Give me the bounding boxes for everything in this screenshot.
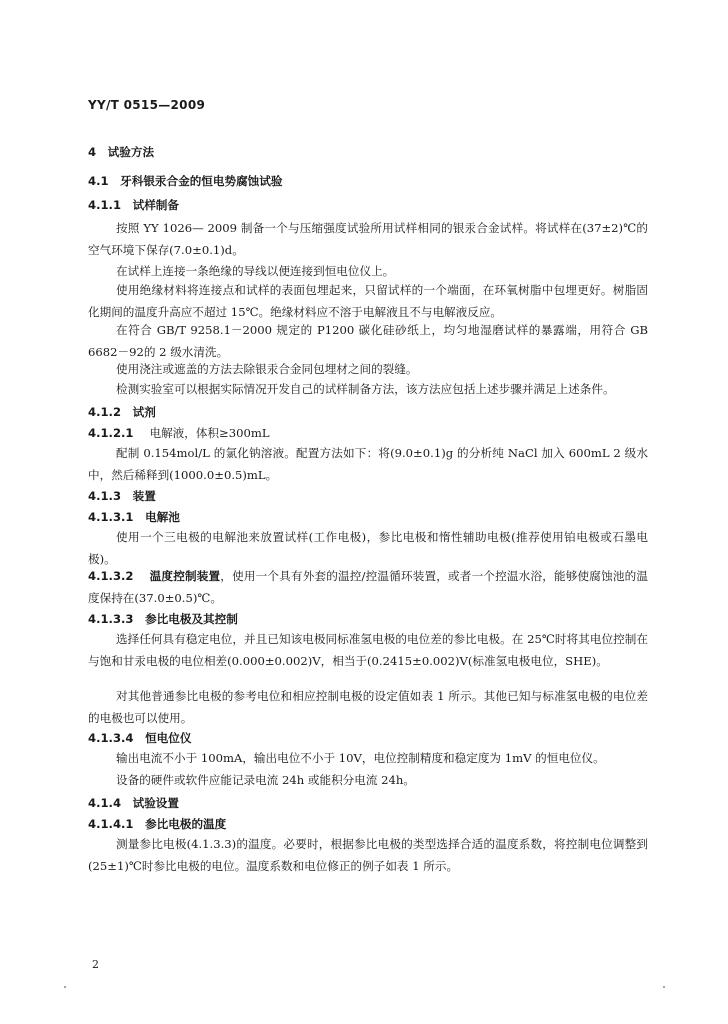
scan-speck	[64, 986, 66, 988]
section-4-1-3-title: 4.1.3 装置	[88, 489, 156, 503]
section-4-1-1-title: 4.1.1 试样制备	[88, 198, 179, 212]
paragraph-grinding: 在符合 GB/T 9258.1－2000 规定的 P1200 碳化硅砂纸上，均匀地湿磨试样的暴露端，用符合 GB 6682－92的 2 级水清洗。	[88, 323, 648, 359]
section-4-1-3-3-title: 4.1.3.3 参比电极及其控制	[88, 612, 238, 626]
section-4-1-3-2-text: ，使用一个具有外套的温控/控温循环装置，或者一个控温水浴，能够使腐蚀池的温度保持在(37.0±0.5)℃。	[88, 569, 648, 605]
paragraph-other-electrodes: 对其他普通参比电极的参考电位和相应控制电极的设定值如表 1 所示。其他已知与标准氢电极的电位差的电极也可以使用。	[88, 689, 648, 725]
paragraph-potentiostat: 输出电流不小于 100mA，输出电位不小于 10V，电位控制精度和稳定度为 1mV 的恒电位仪。	[116, 751, 605, 765]
section-4-1-3-2-paragraph	[88, 565, 648, 609]
paragraph-electrolytic-cell: 使用一个三电极的电解池来放置试样(工作电极)，参比电极和惰性辅助电极(推荐使用铂电极或石墨电极)。	[88, 530, 648, 566]
section-4-1-3-2-label: 4.1.3.2	[88, 569, 134, 583]
section-4-1-2-1-text: 电解液，体积≥300mL	[149, 426, 270, 440]
paragraph-specimen-prep: 按照 YY 1026— 2009 制备一个与压缩强度试验所用试样相同的银汞合金试样。将试样在(37±2)℃的空气环境下保存(7.0±0.1)d。	[88, 221, 648, 257]
paragraph-reference-temperature: 测量参比电极(4.1.3.3)的温度。必要时，根据参比电极的类型选择合适的温度系数，将控制电位调整到(25±1)℃时参比电极的电位。温度系数和电位修正的例子如表 1 所示。	[88, 837, 648, 873]
page-number: 2	[92, 958, 99, 971]
section-4-1-4-title: 4.1.4 试验设置	[88, 796, 179, 810]
section-4-title: 4 试验方法	[88, 145, 155, 159]
section-4-1-2-title: 4.1.2 试剂	[88, 405, 156, 419]
paragraph-wire-connection: 在试样上连接一条绝缘的导线以便连接到恒电位仪上。	[116, 264, 395, 278]
section-4-1-2-1-line	[88, 426, 270, 440]
paragraph-crevice: 使用浇注或遮盖的方法去除银汞合金同包埋材之间的裂缝。	[116, 362, 418, 376]
standard-code-header: YY/T 0515—2009	[88, 98, 206, 112]
paragraph-electrolyte-prep: 配制 0.154mol/L 的氯化钠溶液。配置方法如下：将(9.0±0.1)g 的分析纯 NaCl 加入 600mL 2 级水中，然后稀释到(1000.0±0.5)mL。	[88, 446, 648, 482]
paragraph-insulation: 使用绝缘材料将连接点和试样的表面包埋起来，只留试样的一个端面，在环氧树脂中包埋更好。树脂固化期间的温度升高应不超过 15℃。绝缘材料应不溶于电解液且不与电解液反应。	[88, 283, 648, 319]
section-4-1-title: 4.1 牙科银汞合金的恒电势腐蚀试验	[88, 174, 283, 188]
paragraph-reference-electrode: 选择任何具有稳定电位，并且已知该电极同标准氢电极的电位差的参比电极。在 25℃时将其电位控制在与饱和甘汞电极的电位相差(0.000±0.002)V，相当于(0.2415±0.002)V(标准氢电极电位，SHE)。	[88, 632, 648, 668]
paragraph-recording: 设备的硬件或软件应能记录电流 24h 或能积分电流 24h。	[116, 773, 415, 787]
paragraph-lab-method: 检测实验室可以根据实际情况开发自己的试样制备方法，该方法应包括上述步骤并满足上述条件。	[116, 382, 615, 396]
section-4-1-2-1-label: 4.1.2.1	[88, 426, 134, 440]
section-4-1-3-4-title: 4.1.3.4 恒电位仪	[88, 731, 192, 745]
section-4-1-4-1-title: 4.1.4.1 参比电极的温度	[88, 817, 227, 831]
section-4-1-3-2-bold: 温度控制装置	[149, 569, 221, 583]
scan-speck	[663, 986, 665, 988]
section-4-1-3-1-title: 4.1.3.1 电解池	[88, 510, 180, 524]
